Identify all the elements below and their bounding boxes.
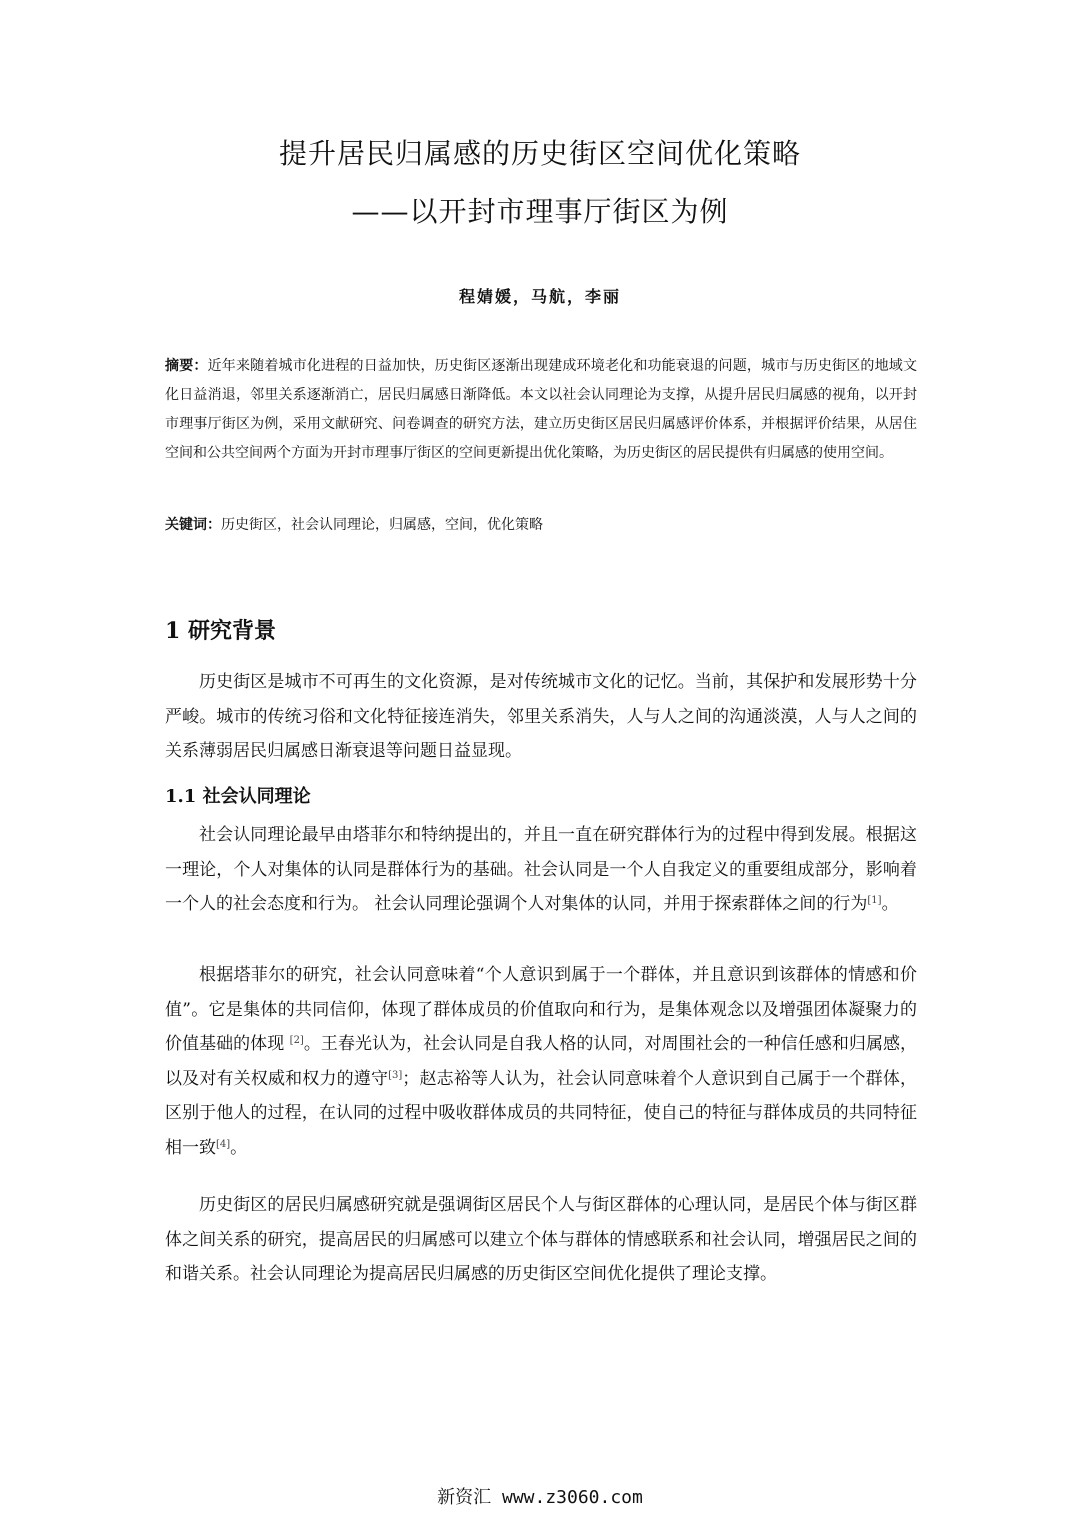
paragraph <box>165 958 917 1165</box>
section-heading: 1 研究背景 <box>165 618 276 644</box>
paragraph-text: 。 <box>230 1137 248 1158</box>
abstract <box>165 352 917 468</box>
abstract-text: 近年来随着城市化进程的日益加快，历史街区逐渐出现建成环境老化和功能衰退的问题，城市与历史街区的地域文化日益消退，邻里关系逐渐消亡，居民归属感日渐降低。本文以社会认同理论为支撑，从提升居民归属感的视角，以开封市理事厅街区为例，采用文献研究、问卷调查的研究方法，建立历史街区居民归属感评价体系，并根据评价结果，从居住空间和公共空间两个方面为开封市理事厅街区的空间更新提出优化策略，为历史街区的居民提供有归属感的使用空间。 <box>165 358 917 461</box>
paragraph-text: 根据塔菲尔的研究，社会认同意味着“个人意识到属于一个群体，并且意识到该群体的情感和价值”。它是集体的共同信仰，体现了群体成员的价值取向和行为，是集体观念以及增强团体凝聚力的价值基础的体现 <box>165 965 917 1054</box>
paragraph <box>165 818 917 922</box>
paper-subtitle: ——以开封市理事厅街区为例 <box>351 195 729 228</box>
citation: [4] <box>216 1138 231 1150</box>
keywords <box>165 511 917 540</box>
author-list: 程婧媛，马航，李丽 <box>458 287 621 306</box>
paper-title: 提升居民归属感的历史街区空间优化策略 <box>278 137 801 170</box>
paragraph-text: 。 <box>881 894 899 914</box>
citation: [3] <box>388 1069 403 1081</box>
citation: [1] <box>867 895 882 906</box>
subsection-heading: 1.1 社会认同理论 <box>165 786 311 807</box>
paragraph-text: ；赵志裕等人认为，社会认同意味着个人意识到自己属于一个群体，区别于他人的过程，在认同的过程中吸收群体成员的共同特征，使自己的特征与群体成员的共同特征相一致 <box>165 1068 918 1158</box>
paragraph: 历史街区是城市不可再生的文化资源，是对传统城市文化的记忆。当前，其保护和发展形势十分严峻。城市的传统习俗和文化特征接连消失，邻里关系消失，人与人之间的沟通淡漠，人与人之间的关系薄弱居民归属感日渐衰退等问题日益显现。 <box>165 672 917 761</box>
abstract-label: 摘要： <box>165 358 208 374</box>
keywords-label: 关键词： <box>165 517 221 533</box>
paragraph-text: 社会认同理论最早由塔菲尔和特纳提出的，并且一直在研究群体行为的过程中得到发展。根据这一理论，个人对集体的认同是群体行为的基础。社会认同是一个人自我定义的重要组成部分，影响着一个人的社会态度和行为。 社会认同理论强调个人对集体的认同，并用于探索群体之间的行为 <box>165 825 917 914</box>
page-footer: 新资汇 www.z3060.com <box>437 1487 643 1508</box>
keywords-text: 历史街区，社会认同理论，归属感，空间，优化策略 <box>221 517 543 533</box>
paragraph: 历史街区的居民归属感研究就是强调街区居民个人与街区群体的心理认同，是居民个体与街区群体之间关系的研究，提高居民的归属感可以建立个体与群体的情感联系和社会认同，增强居民之间的和谐关系。社会认同理论为提高居民归属感的历史街区空间优化提供了理论支撑。 <box>165 1195 917 1284</box>
paragraph-text: 。王春光认为，社会认同是自我人格的认同，对周围社会的一种信任感和归属感，以及对有关权威和权力的遵守 <box>165 1034 918 1089</box>
citation: [2] <box>289 1035 304 1046</box>
